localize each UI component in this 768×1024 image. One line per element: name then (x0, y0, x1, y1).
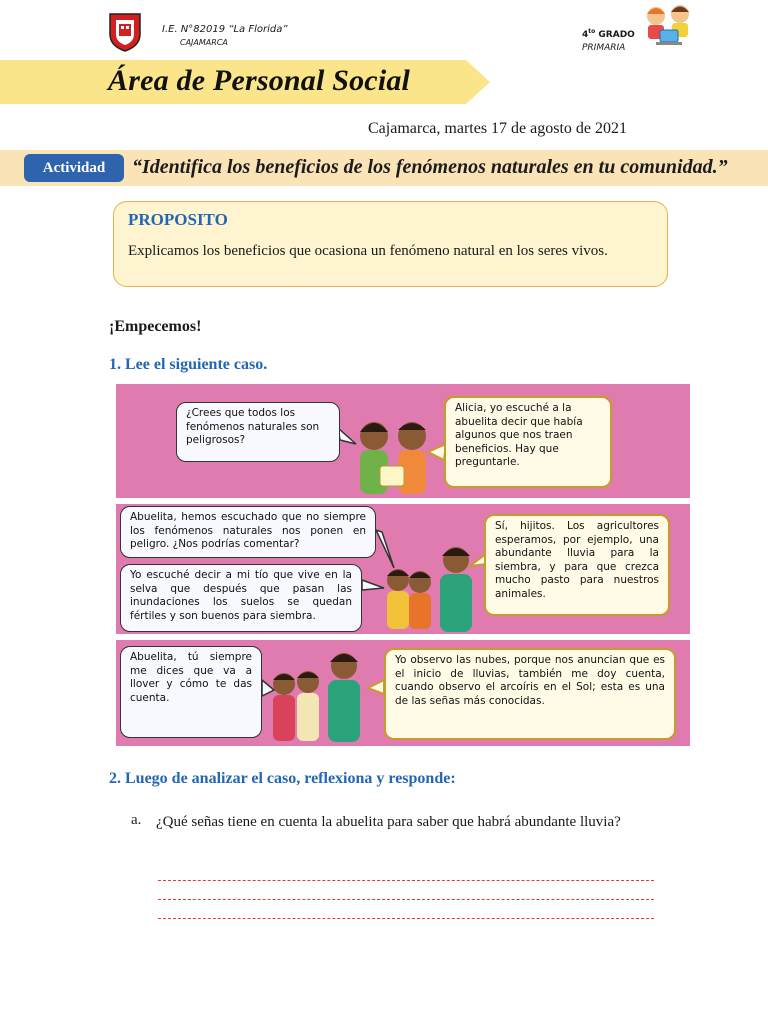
school-crest-logo (108, 12, 142, 52)
children-computer-illustration (638, 2, 698, 48)
proposito-title: PROPOSITO (128, 210, 228, 229)
speech-bubble-panel2-right: Sí, hijitos. Los agricultores esperamos, por ejemplo, una abundante lluvia para la siembra, y para que crezca mucho pasto para nuestros animales. (484, 514, 670, 616)
school-city: CAJAMARCA (180, 38, 228, 47)
empecemos-heading: ¡Empecemos! (109, 318, 202, 335)
answer-line (158, 918, 654, 919)
date-line: Cajamarca, martes 17 de agosto de 2021 (368, 120, 628, 137)
page-title: Área de Personal Social (108, 64, 411, 97)
speech-bubble-panel2-top: Abuelita, hemos escuchado que no siempre los fenómenos naturales nos ponen en peligro. ¿Nos podrías comentar? (120, 506, 376, 558)
speech-bubble-panel1-right: Alicia, yo escuché a la abuelita decir que había algunos que nos traen beneficios. Hay que preguntarle. (444, 396, 612, 488)
question-a-letter: a. (131, 812, 142, 828)
speech-bubble-panel3-left: Abuelita, tú siempre me dices que va a llover y cómo te das cuenta. (120, 646, 262, 738)
answer-line (158, 880, 654, 881)
step2-heading: 2. Luego de analizar el caso, reflexiona y responde: (109, 770, 456, 787)
question-a-text: ¿Qué señas tiene en cuenta la abuelita para saber que habrá abundante lluvia? (156, 814, 621, 830)
proposito-text: Explicamos los beneficios que ocasiona un fenómeno natural en los seres vivos. (128, 243, 608, 259)
grade-label: $4^{to}$ GRADO PRIMARIA (582, 28, 635, 53)
answer-line (158, 899, 654, 900)
comic-strip (116, 384, 690, 746)
activity-title: “Identifica los beneficios de los fenómenos naturales en tu comunidad.” (132, 156, 728, 178)
activity-badge: Actividad (24, 154, 124, 182)
step1-heading: 1. Lee el siguiente caso. (109, 356, 268, 373)
speech-bubble-panel1-left: ¿Crees que todos los fenómenos naturales son peligrosos? (176, 402, 340, 462)
speech-bubble-panel2-bottom: Yo escuché decir a mi tío que vive en la selva que después que pasan las inundaciones los suelos se quedan fértiles y son buenos para siembra. (120, 564, 362, 632)
school-name: I.E. N°82019 “La Florida” (162, 24, 288, 35)
speech-bubble-panel3-right: Yo observo las nubes, porque nos anuncian que es el inicio de lluvias, también me doy cuenta, cuando observo el arcoíris en el Sol; esta es una de las señas más conocidas. (384, 648, 676, 740)
